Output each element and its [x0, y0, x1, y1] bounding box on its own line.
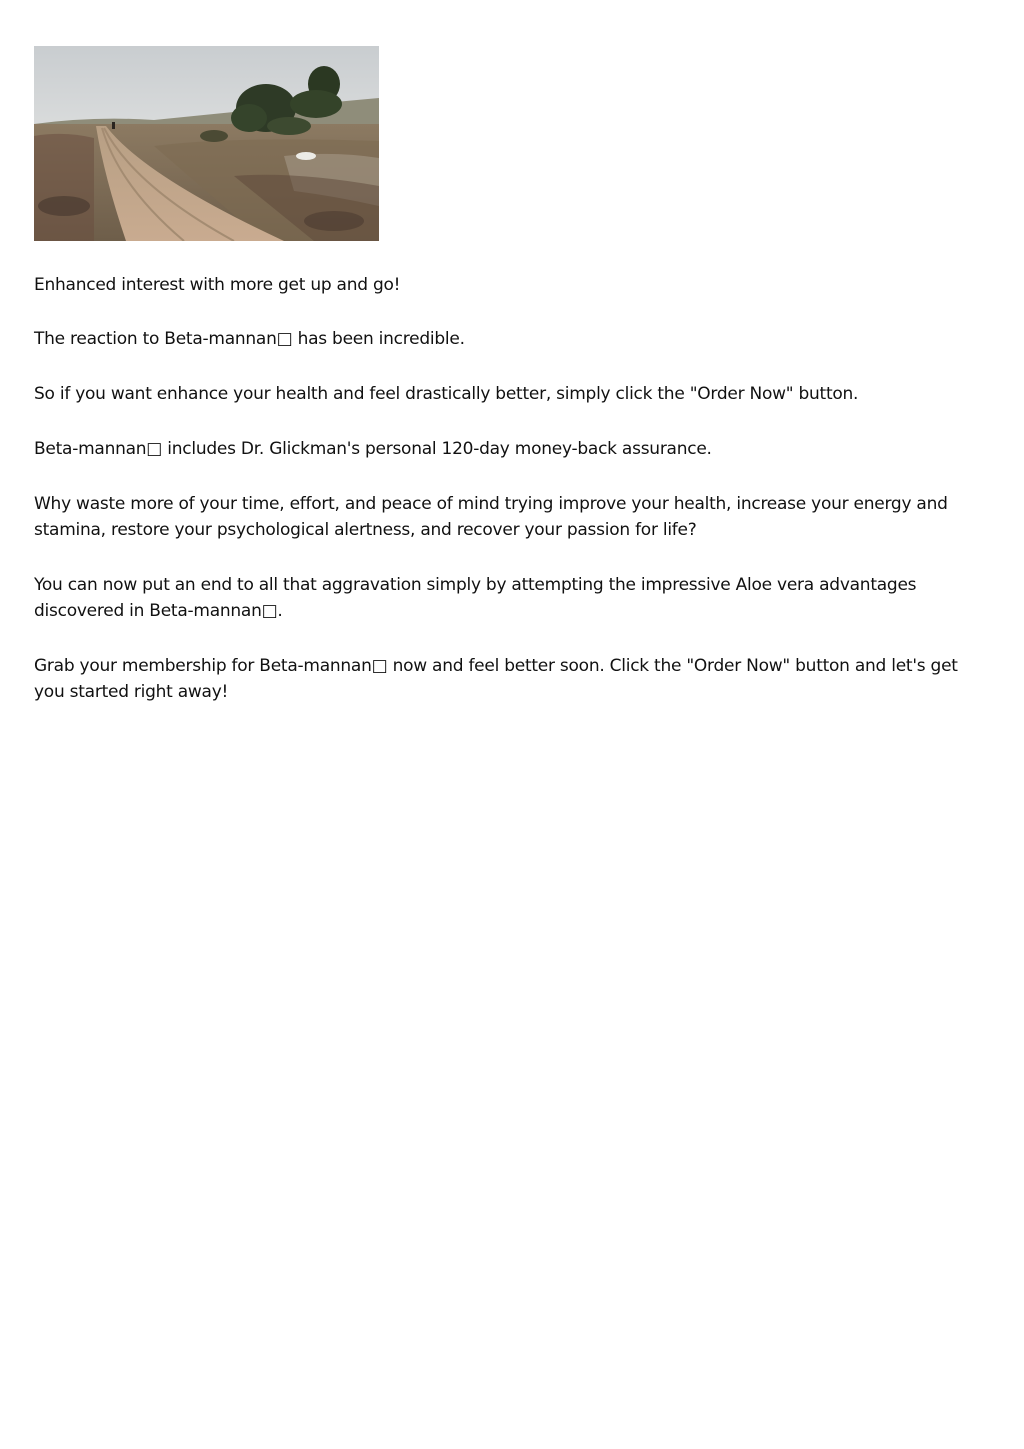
paragraph-6: You can now put an end to all that aggravation simply by attempting the impressive Aloe vera advantages discovered in Beta-mannan□.: [34, 575, 917, 621]
paragraph-3: So if you want enhance your health and feel drastically better, simply click the "Order Now" button.: [34, 384, 859, 404]
paragraph-5: Why waste more of your time, effort, and peace of mind trying improve your health, increase your energy and stamina, restore your psychological alertness, and recover your passion for life?: [34, 494, 948, 540]
paragraph-2: The reaction to Beta-mannan□ has been incredible.: [34, 329, 465, 349]
article-body: [34, 272, 984, 734]
paragraph-7: Grab your membership for Beta-mannan□ now and feel better soon. Click the "Order Now" button and let's get you started right away!: [34, 656, 958, 702]
paragraph-1: Enhanced interest with more get up and go!: [34, 275, 401, 295]
paragraph-4: Beta-mannan□ includes Dr. Glickman's personal 120-day money-back assurance.: [34, 439, 712, 459]
landscape-photo: [34, 46, 379, 241]
road-landscape-image: [34, 46, 379, 241]
